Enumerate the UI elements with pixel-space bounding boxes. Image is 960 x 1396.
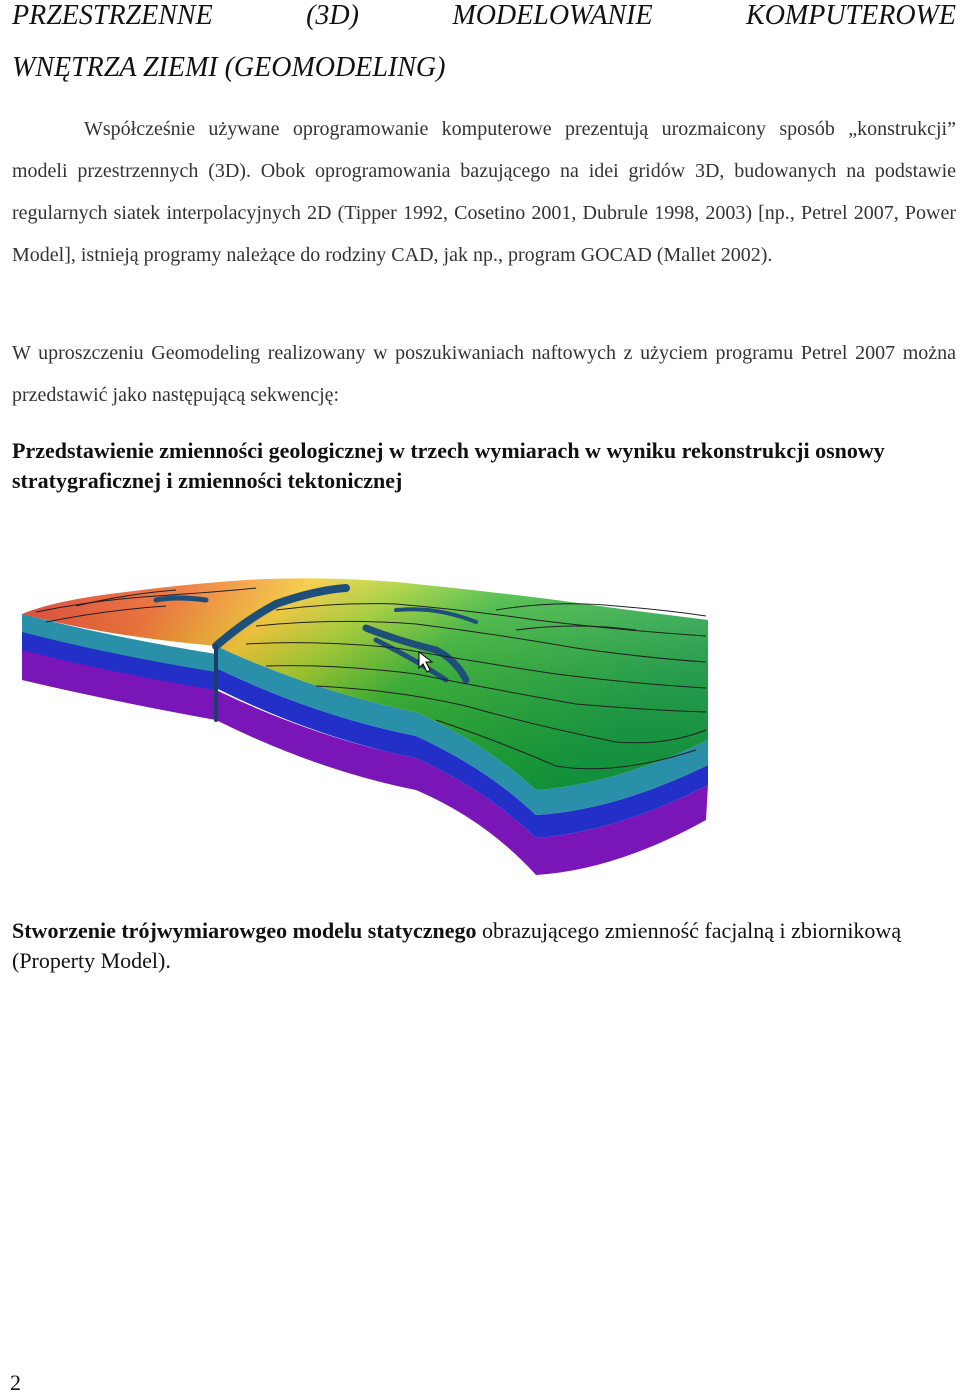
title-line-2: WNĘTRZA ZIEMI (GEOMODELING) [12, 52, 446, 83]
step-2-heading [12, 916, 956, 976]
step-1-heading: Przedstawienie zmienności geologicznej w trzech wymiarach w wyniku rekonstrukcji osnowy stratygraficznej i zmienności tektonicznej [12, 438, 885, 493]
intro-paragraph [12, 108, 956, 276]
step-2-rest: obrazującego zmienność facjalną i zbiornikową (Property Model). [12, 918, 902, 973]
geomodel-3d-figure [16, 570, 716, 880]
title-line-1: PRZESTRZENNE (3D) MODELOWANIE KOMPUTEROWE [12, 0, 956, 31]
intro-paragraph-text: Współcześnie używane oprogramowanie komputerowe prezentują urozmaicony sposób „konstrukcji” modeli przestrzennych (3D). Obok oprogramowania bazującego na idei gridów 3D, budowanych na podstawie regularnych siatek interpolacyjnych 2D (Tipper 1992, Cosetino 2001, Dubrule 1998, 2003) [np., Petrel 2007, Power Model], istnieją programy należące do rodziny CAD, jak np., program GOCAD (Mallet 2002). [12, 118, 956, 266]
sequence-paragraph: W uproszczeniu Geomodeling realizowany w poszukiwaniach naftowych z użyciem programu Petrel 2007 można przedstawić jako następującą sekwencję: [12, 342, 956, 406]
page-number: 2 [10, 1370, 21, 1395]
step-2-bold: Stworzenie trójwymiarowgeo modelu statycznego [12, 918, 477, 943]
